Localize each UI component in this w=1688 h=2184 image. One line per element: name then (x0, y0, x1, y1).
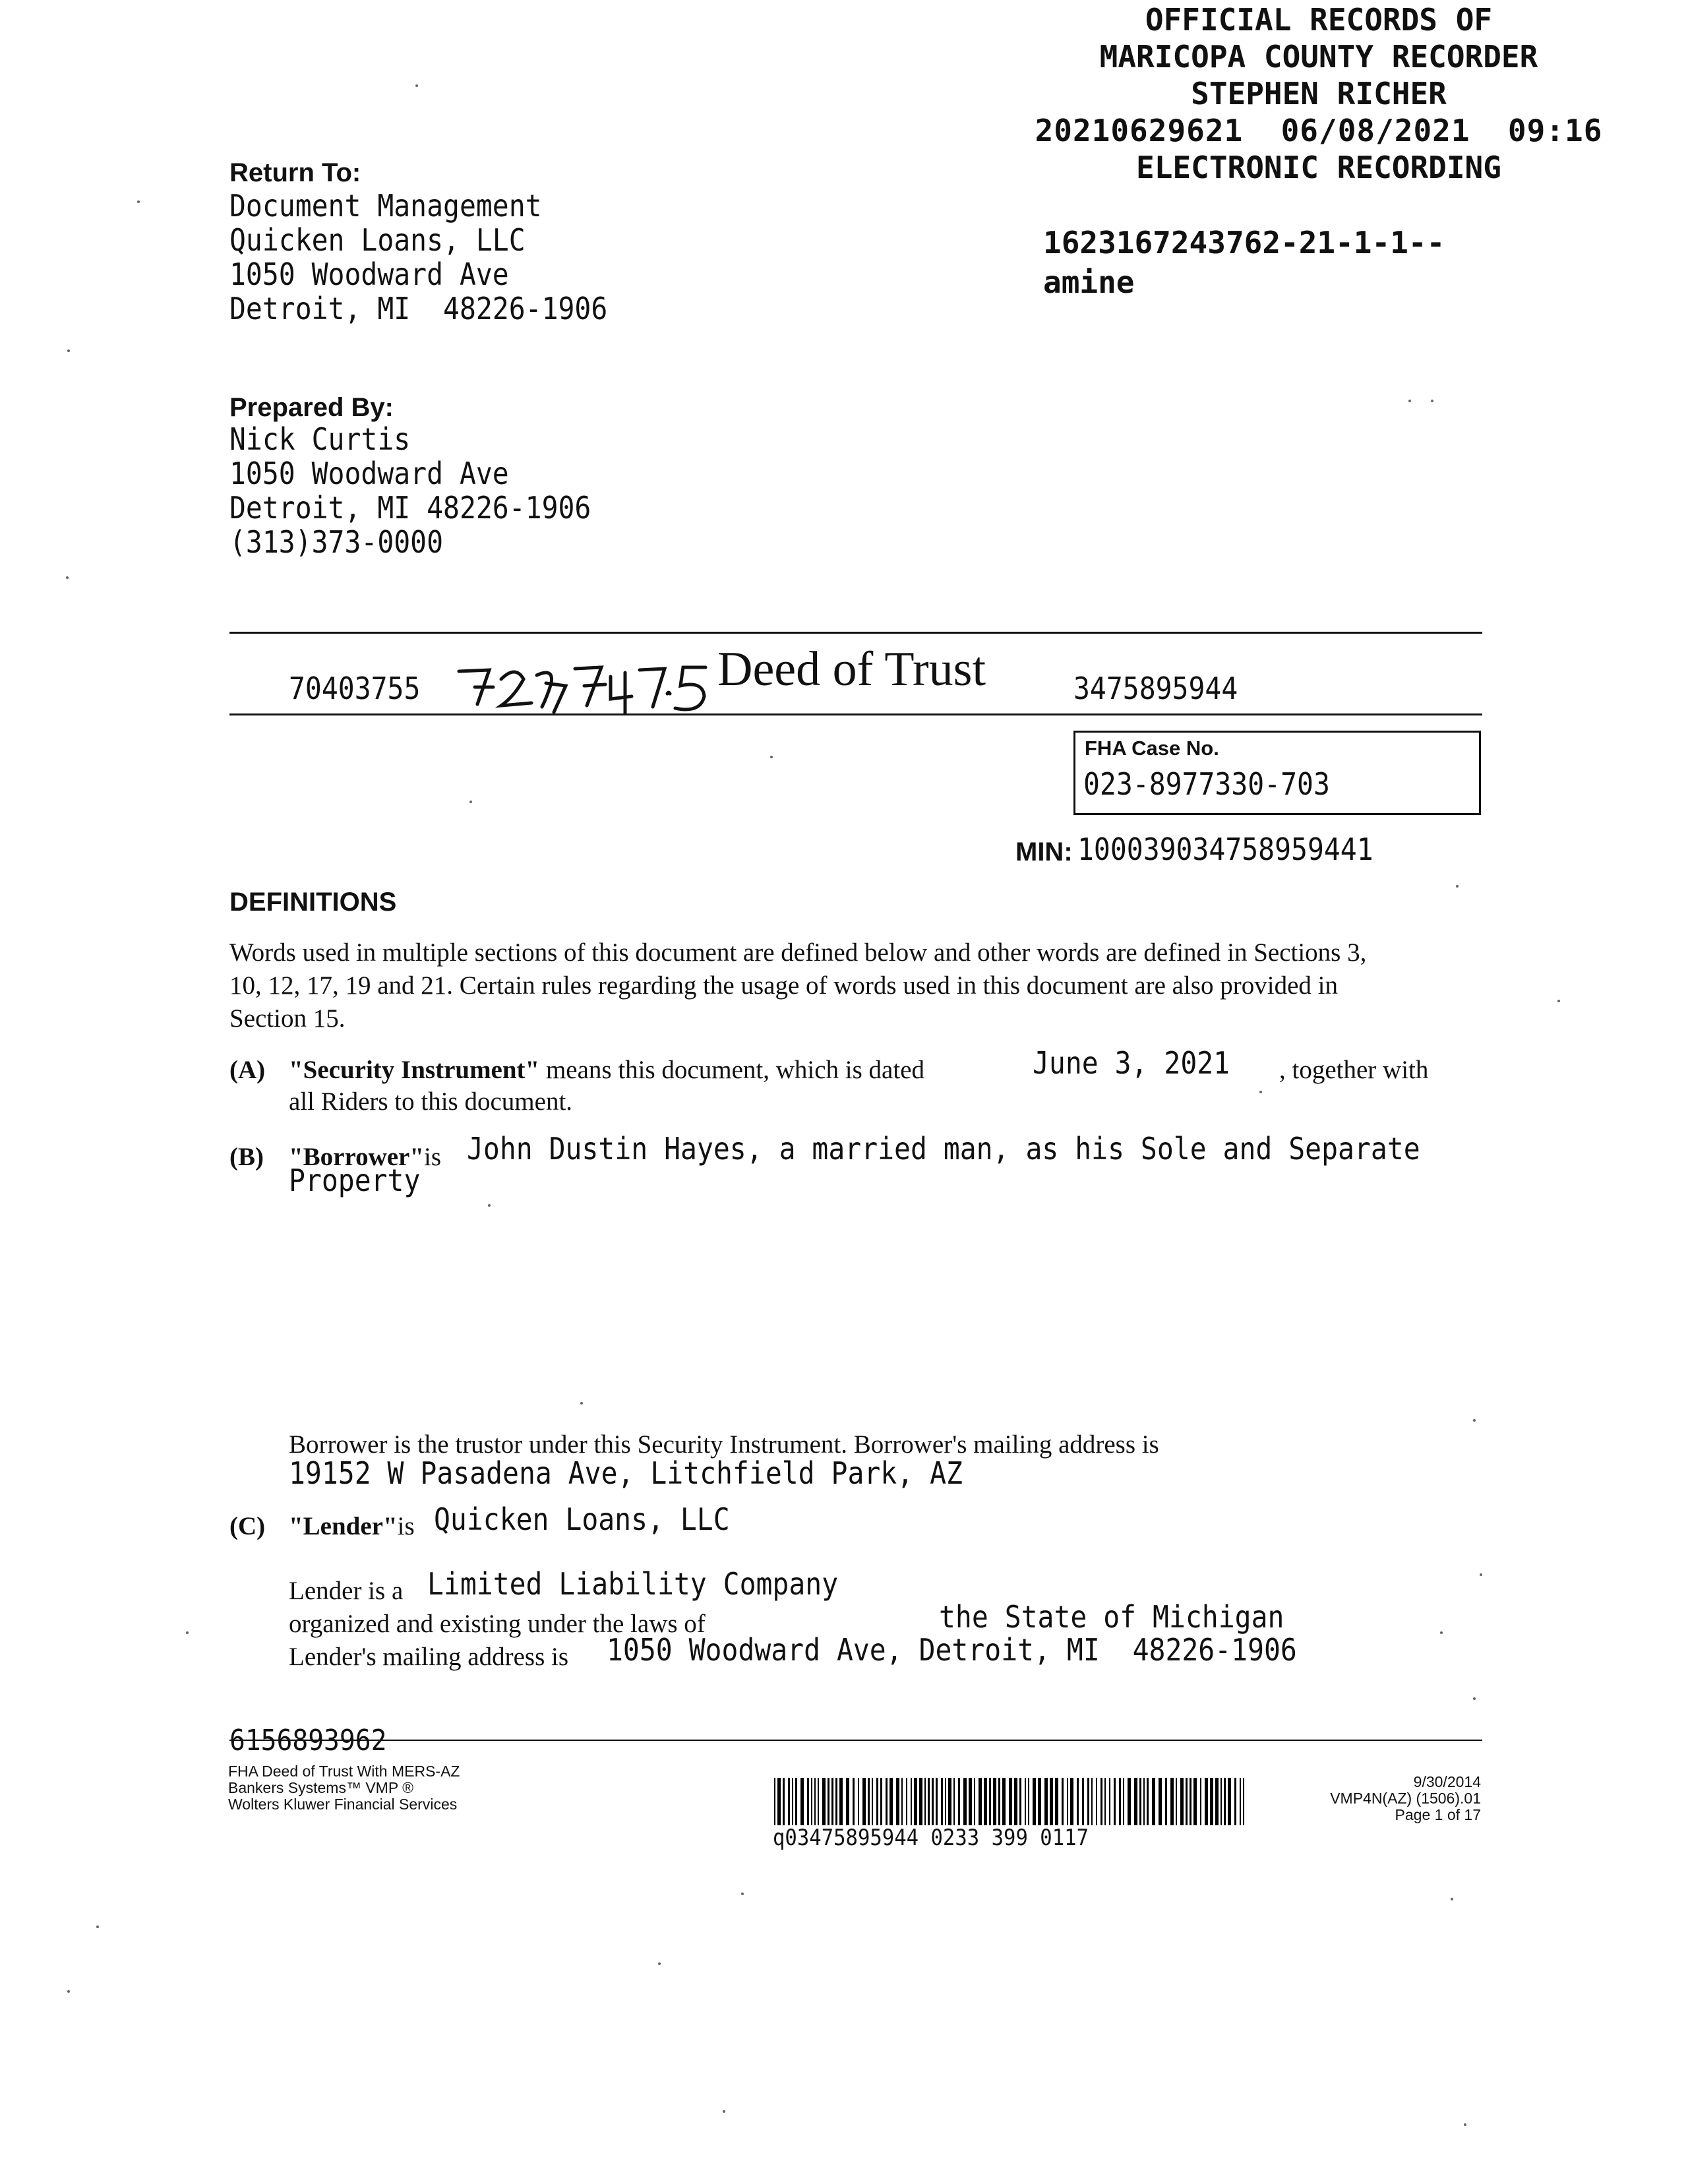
barcode-bar (831, 1778, 833, 1825)
barcode-bar (777, 1778, 781, 1825)
recorder-line-5: ELECTRONIC RECORDING (1136, 150, 1501, 185)
footer-loan-number: 6156893962 (229, 1724, 387, 1757)
return-to-line: 1050 Woodward Ave (229, 257, 509, 292)
barcode-bar (862, 1778, 866, 1825)
scan-speck (1440, 1631, 1443, 1634)
barcode-bar (1082, 1778, 1084, 1825)
prepared-by-address (229, 422, 591, 559)
prepared-by-line: (313)373-0000 (229, 524, 444, 560)
barcode-bar (998, 1778, 1000, 1825)
scan-speck (723, 2110, 725, 2113)
barcode-bar (814, 1778, 816, 1825)
barcode-bar (1019, 1778, 1021, 1825)
scan-speck (1473, 1697, 1476, 1700)
barcode-bar (853, 1778, 855, 1825)
barcode-bar (1091, 1778, 1093, 1825)
barcode-bar (1119, 1778, 1121, 1825)
barcode-bar (1077, 1778, 1079, 1825)
barcode-bar (792, 1778, 793, 1825)
barcode-bar (1025, 1778, 1026, 1825)
barcode-bar (795, 1778, 797, 1825)
return-to-address (229, 189, 607, 326)
scan-speck (1408, 400, 1411, 402)
scan-speck (415, 84, 418, 87)
barcode (773, 1778, 1248, 1825)
footer-form-line: Wolters Kluwer Financial Services (228, 1796, 458, 1813)
barcode-bar (822, 1778, 826, 1825)
barcode-bar (932, 1778, 934, 1825)
handwritten-annotation (455, 653, 719, 719)
barcode-bar (1038, 1778, 1041, 1825)
definition-c-is: is (397, 1512, 415, 1540)
scan-speck (1456, 885, 1459, 888)
scan-speck (741, 1893, 744, 1895)
barcode-text: q03475895944 0233 399 0117 (773, 1825, 1089, 1851)
barcode-bar (945, 1778, 946, 1825)
barcode-bar (1190, 1778, 1191, 1825)
barcode-bar (846, 1778, 849, 1825)
scan-speck (1473, 1419, 1476, 1422)
fha-case-box (1073, 731, 1481, 815)
barcode-bar (1128, 1778, 1131, 1825)
barcode-bar (1014, 1778, 1017, 1825)
intro-line: 10, 12, 17, 19 and 21. Certain rules regarding the usage of words used in this document are also provided in (229, 971, 1338, 1000)
barcode-bar (1180, 1778, 1184, 1825)
barcode-bar (1215, 1778, 1219, 1825)
barcode-bar (901, 1778, 903, 1825)
footer-form-line: FHA Deed of Trust With MERS-AZ (228, 1763, 460, 1780)
barcode-bar (1221, 1778, 1222, 1825)
barcode-bar (1170, 1778, 1174, 1825)
recorder-line-4: 20210629621 06/08/2021 09:16 (1035, 113, 1603, 148)
definition-a-suffix: , together with (1279, 1056, 1429, 1084)
barcode-bar (1224, 1778, 1226, 1825)
barcode-bar (1228, 1778, 1231, 1825)
scan-speck (67, 349, 70, 352)
title-rule-bottom (229, 713, 1482, 715)
title-rule-top (229, 632, 1482, 634)
fha-case-label: FHA Case No. (1085, 737, 1219, 760)
definitions-intro (229, 936, 1366, 1035)
min-number: 100039034758959441 (1077, 832, 1373, 867)
footer-form-info (228, 1763, 460, 1813)
barcode-bar (928, 1778, 930, 1825)
barcode-bar (889, 1778, 893, 1825)
scan-speck (186, 1631, 189, 1634)
definition-a-marker: (A) (229, 1056, 266, 1084)
barcode-bar (1152, 1778, 1155, 1825)
scan-speck (66, 576, 69, 579)
barcode-bar (811, 1778, 812, 1825)
scan-speck (1464, 2123, 1466, 2126)
scan-speck (580, 1402, 583, 1405)
lender-entity-type: Limited Liability Company (427, 1566, 839, 1602)
lender-address: 1050 Woodward Ave, Detroit, MI 48226-1906 (607, 1632, 1297, 1668)
scan-speck (770, 756, 773, 758)
loan-number-left: 70403755 (289, 671, 421, 706)
return-to-line: Quicken Loans, LLC (229, 222, 526, 258)
loan-number-right: 3475895944 (1073, 671, 1238, 706)
barcode-bar (839, 1778, 843, 1825)
scan-speck (1451, 1898, 1453, 1900)
barcode-bar (1044, 1778, 1048, 1825)
barcode-bar (1193, 1778, 1197, 1825)
barcode-bar (1070, 1778, 1073, 1825)
barcode-bar (953, 1778, 955, 1825)
barcode-bar (783, 1778, 785, 1825)
definitions-heading: DEFINITIONS (229, 888, 397, 917)
intro-line: Section 15. (229, 1004, 346, 1033)
barcode-bar (774, 1778, 775, 1825)
prepared-by-line: 1050 Woodward Ave (229, 456, 509, 491)
barcode-bar (807, 1778, 809, 1825)
barcode-bar (818, 1778, 819, 1825)
fha-case-number: 023-8977330-703 (1083, 766, 1330, 802)
barcode-bar (1176, 1778, 1177, 1825)
recorder-line-3: STEPHEN RICHER (1191, 76, 1447, 111)
barcode-bar (958, 1778, 960, 1825)
barcode-bar (896, 1778, 899, 1825)
organized-label: organized and existing under the laws of (289, 1610, 706, 1638)
barcode-bar (835, 1778, 837, 1825)
barcode-bar (919, 1778, 922, 1825)
trustor-statement: Borrower is the trustor under this Security Instrument. Borrower's mailing address is (289, 1430, 1159, 1459)
barcode-bar (1100, 1778, 1102, 1825)
footer-page-number: Page 1 of 17 (1395, 1806, 1481, 1823)
barcode-bar (1186, 1778, 1188, 1825)
barcode-bar (1067, 1778, 1068, 1825)
barcode-bar (1123, 1778, 1124, 1825)
borrower-name-cont: Property (289, 1163, 421, 1198)
barcode-bar (974, 1778, 975, 1825)
definition-a (289, 1054, 924, 1087)
definition-a-line2: all Riders to this document. (289, 1087, 573, 1116)
barcode-bar (886, 1778, 888, 1825)
barcode-bar (858, 1778, 859, 1825)
borrower-line: John Dustin Hayes, a married man, as his Sole and Separate (467, 1131, 1420, 1167)
footer-form-number: VMP4N(AZ) (1506).01 (1330, 1790, 1481, 1807)
recorder-doc-id: 1623167243762-21-1-1-- (1043, 225, 1445, 260)
min-label: MIN: (1015, 837, 1073, 866)
lender-is-a-label: Lender is a (289, 1577, 404, 1605)
definition-c-term: "Lender" (289, 1512, 398, 1540)
barcode-bar (941, 1778, 943, 1825)
definition-b-marker: (B) (229, 1143, 264, 1171)
definition-a-text: means this document, which is dated (539, 1056, 925, 1084)
document-title: Deed of Trust (717, 642, 986, 696)
recorder-stamp (1015, 1, 1622, 186)
recorder-line-2: MARICOPA COUNTY RECORDER (1099, 39, 1538, 75)
barcode-bar (872, 1778, 873, 1825)
barcode-bar (1147, 1778, 1149, 1825)
barcode-bar (948, 1778, 951, 1825)
barcode-bar (1033, 1778, 1036, 1825)
barcode-bar (906, 1778, 907, 1825)
security-instrument-date: June 3, 2021 (1033, 1045, 1230, 1081)
intro-line: Words used in multiple sections of this document are defined below and other words are defined in Sections 3, (229, 938, 1367, 967)
barcode-bar (828, 1778, 829, 1825)
lender-name: Quicken Loans, LLC (434, 1502, 730, 1537)
barcode-bar (868, 1778, 870, 1825)
barcode-bar (1210, 1778, 1213, 1825)
scan-speck (488, 1204, 491, 1207)
barcode-bar (880, 1778, 882, 1825)
recorder-line-1: OFFICIAL RECORDS OF (1145, 2, 1493, 38)
scan-speck (96, 1926, 99, 1928)
barcode-bar (979, 1778, 982, 1825)
definition-b-term: "Borrower" (289, 1143, 425, 1171)
barcode-bar (876, 1778, 878, 1825)
barcode-bar (1114, 1778, 1116, 1825)
barcode-bar (1240, 1778, 1241, 1825)
barcode-bar (1159, 1778, 1162, 1825)
barcode-bar (788, 1778, 790, 1825)
barcode-bar (1002, 1778, 1006, 1825)
barcode-bar (1134, 1778, 1137, 1825)
scan-speck (469, 801, 472, 803)
return-to-line: Document Management (229, 188, 542, 224)
barcode-bar (1200, 1778, 1201, 1825)
barcode-bar (1050, 1778, 1053, 1825)
lender-mailing-label: Lender's mailing address is (289, 1643, 569, 1671)
definition-b-is: is (424, 1143, 442, 1171)
barcode-bar (1243, 1778, 1244, 1825)
definition-c-marker: (C) (229, 1512, 266, 1540)
prepared-by-label: Prepared By: (229, 393, 394, 422)
barcode-bar (800, 1778, 804, 1825)
scan-speck (1480, 1573, 1482, 1576)
barcode-bar (1143, 1778, 1145, 1825)
barcode-bar (1109, 1778, 1110, 1825)
prepared-by-line: Nick Curtis (229, 421, 411, 457)
barcode-bar (1009, 1778, 1012, 1825)
barcode-bar (1062, 1778, 1064, 1825)
prepared-by-line: Detroit, MI 48226-1906 (229, 490, 591, 526)
barcode-bar (1165, 1778, 1167, 1825)
scan-speck (67, 1990, 70, 1993)
barcode-bar (1234, 1778, 1236, 1825)
scan-speck (137, 200, 140, 203)
barcode-bar (969, 1778, 972, 1825)
return-to-line: Detroit, MI 48226-1906 (229, 291, 608, 326)
scan-speck (1259, 1091, 1262, 1093)
barcode-bar (1104, 1778, 1106, 1825)
scan-speck (1557, 1000, 1560, 1002)
barcode-bar (1096, 1778, 1097, 1825)
borrower-name (467, 1132, 1420, 1166)
barcode-bar (989, 1778, 991, 1825)
footer-form-line: Bankers Systems™ VMP ® (228, 1779, 414, 1796)
footer-form-code (1246, 1774, 1481, 1823)
definition-c (289, 1510, 415, 1543)
footer-rule (229, 1740, 1482, 1741)
lender-state: the State of Michigan (939, 1599, 1284, 1635)
barcode-bar (911, 1778, 912, 1825)
barcode-bar (936, 1778, 938, 1825)
barcode-bar (984, 1778, 987, 1825)
barcode-bar (993, 1778, 996, 1825)
definition-a-term: "Security Instrument" (289, 1056, 540, 1084)
return-to-label: Return To: (229, 158, 361, 187)
barcode-bar (1055, 1778, 1058, 1825)
footer-date: 9/30/2014 (1413, 1773, 1481, 1790)
borrower-address: 19152 W Pasadena Ave, Litchfield Park, AZ (289, 1455, 963, 1491)
barcode-bar (1139, 1778, 1141, 1825)
barcode-bar (1205, 1778, 1208, 1825)
scan-speck (1431, 400, 1433, 402)
barcode-bar (963, 1778, 967, 1825)
barcode-bar (1087, 1778, 1089, 1825)
barcode-bar (924, 1778, 926, 1825)
barcode-bar (914, 1778, 917, 1825)
recorder-user: amine (1043, 264, 1135, 300)
barcode-bar (1028, 1778, 1029, 1825)
scan-speck (658, 1962, 661, 1965)
